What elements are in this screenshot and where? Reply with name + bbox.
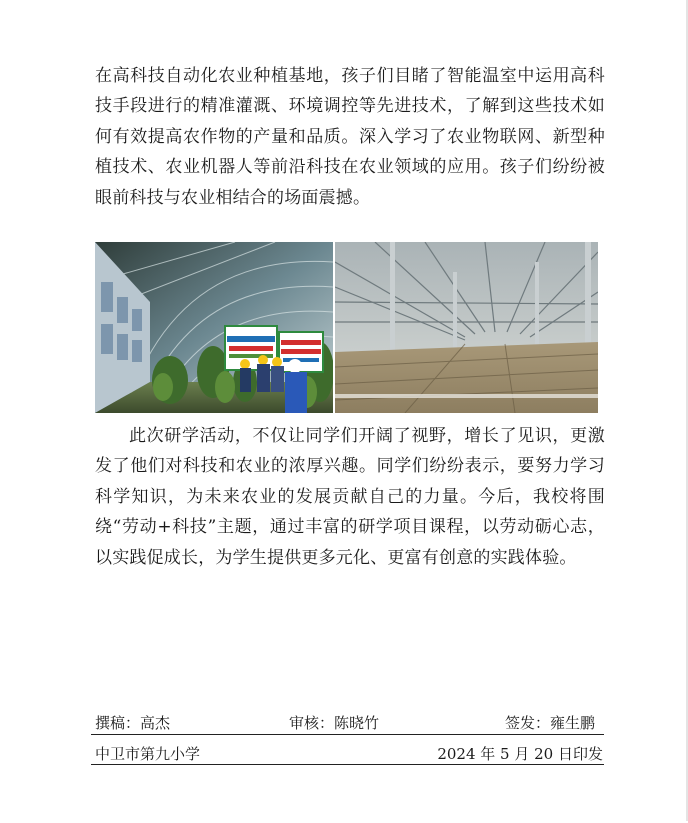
photo-row <box>95 242 598 413</box>
greenhouse-visit-photo <box>95 242 333 413</box>
staff-row <box>95 712 603 734</box>
article-paragraph-1: 在高科技自动化农业种植基地，孩子们目睹了智能温室中运用高科技手段进行的精准灌溉、环境调控等先进技术，了解到这些技术如何有效提高农作物的产量和品质。深入学习了农业物联网、新型种植技术、农业机器人等前沿科技在农业领域的应用。孩子们纷纷被眼前科技与农业相结合的场面震撼。 <box>95 66 605 208</box>
issuer-row <box>95 743 603 765</box>
approver-text: 签发：雍生鹏 <box>504 714 595 732</box>
reviewer-text: 审核：陈晓竹 <box>289 714 380 732</box>
footer-divider-top <box>91 734 604 735</box>
greenhouse-interior-photo <box>335 242 598 413</box>
drafter-text: 撰稿：高杰 <box>95 714 171 732</box>
footer-divider-bottom <box>91 764 604 765</box>
issuer-name: 中卫市第九小学 <box>95 745 201 763</box>
issue-date: 2024 年 5 月 20 日印发 <box>437 745 603 763</box>
article-paragraph-2: 此次研学活动，不仅让同学们开阔了视野，增长了见识，更激发了他们对科技和农业的浓厚兴趣。同学们纷纷表示，要努力学习科学知识，为未来农业的发展贡献自己的力量。今后，我校将围绕“劳动+科技”主题，通过丰富的研学项目课程，以劳动砺心志，以实践促成长，为学生提供更多元化、更富有创意的实践体验。 <box>95 426 605 568</box>
